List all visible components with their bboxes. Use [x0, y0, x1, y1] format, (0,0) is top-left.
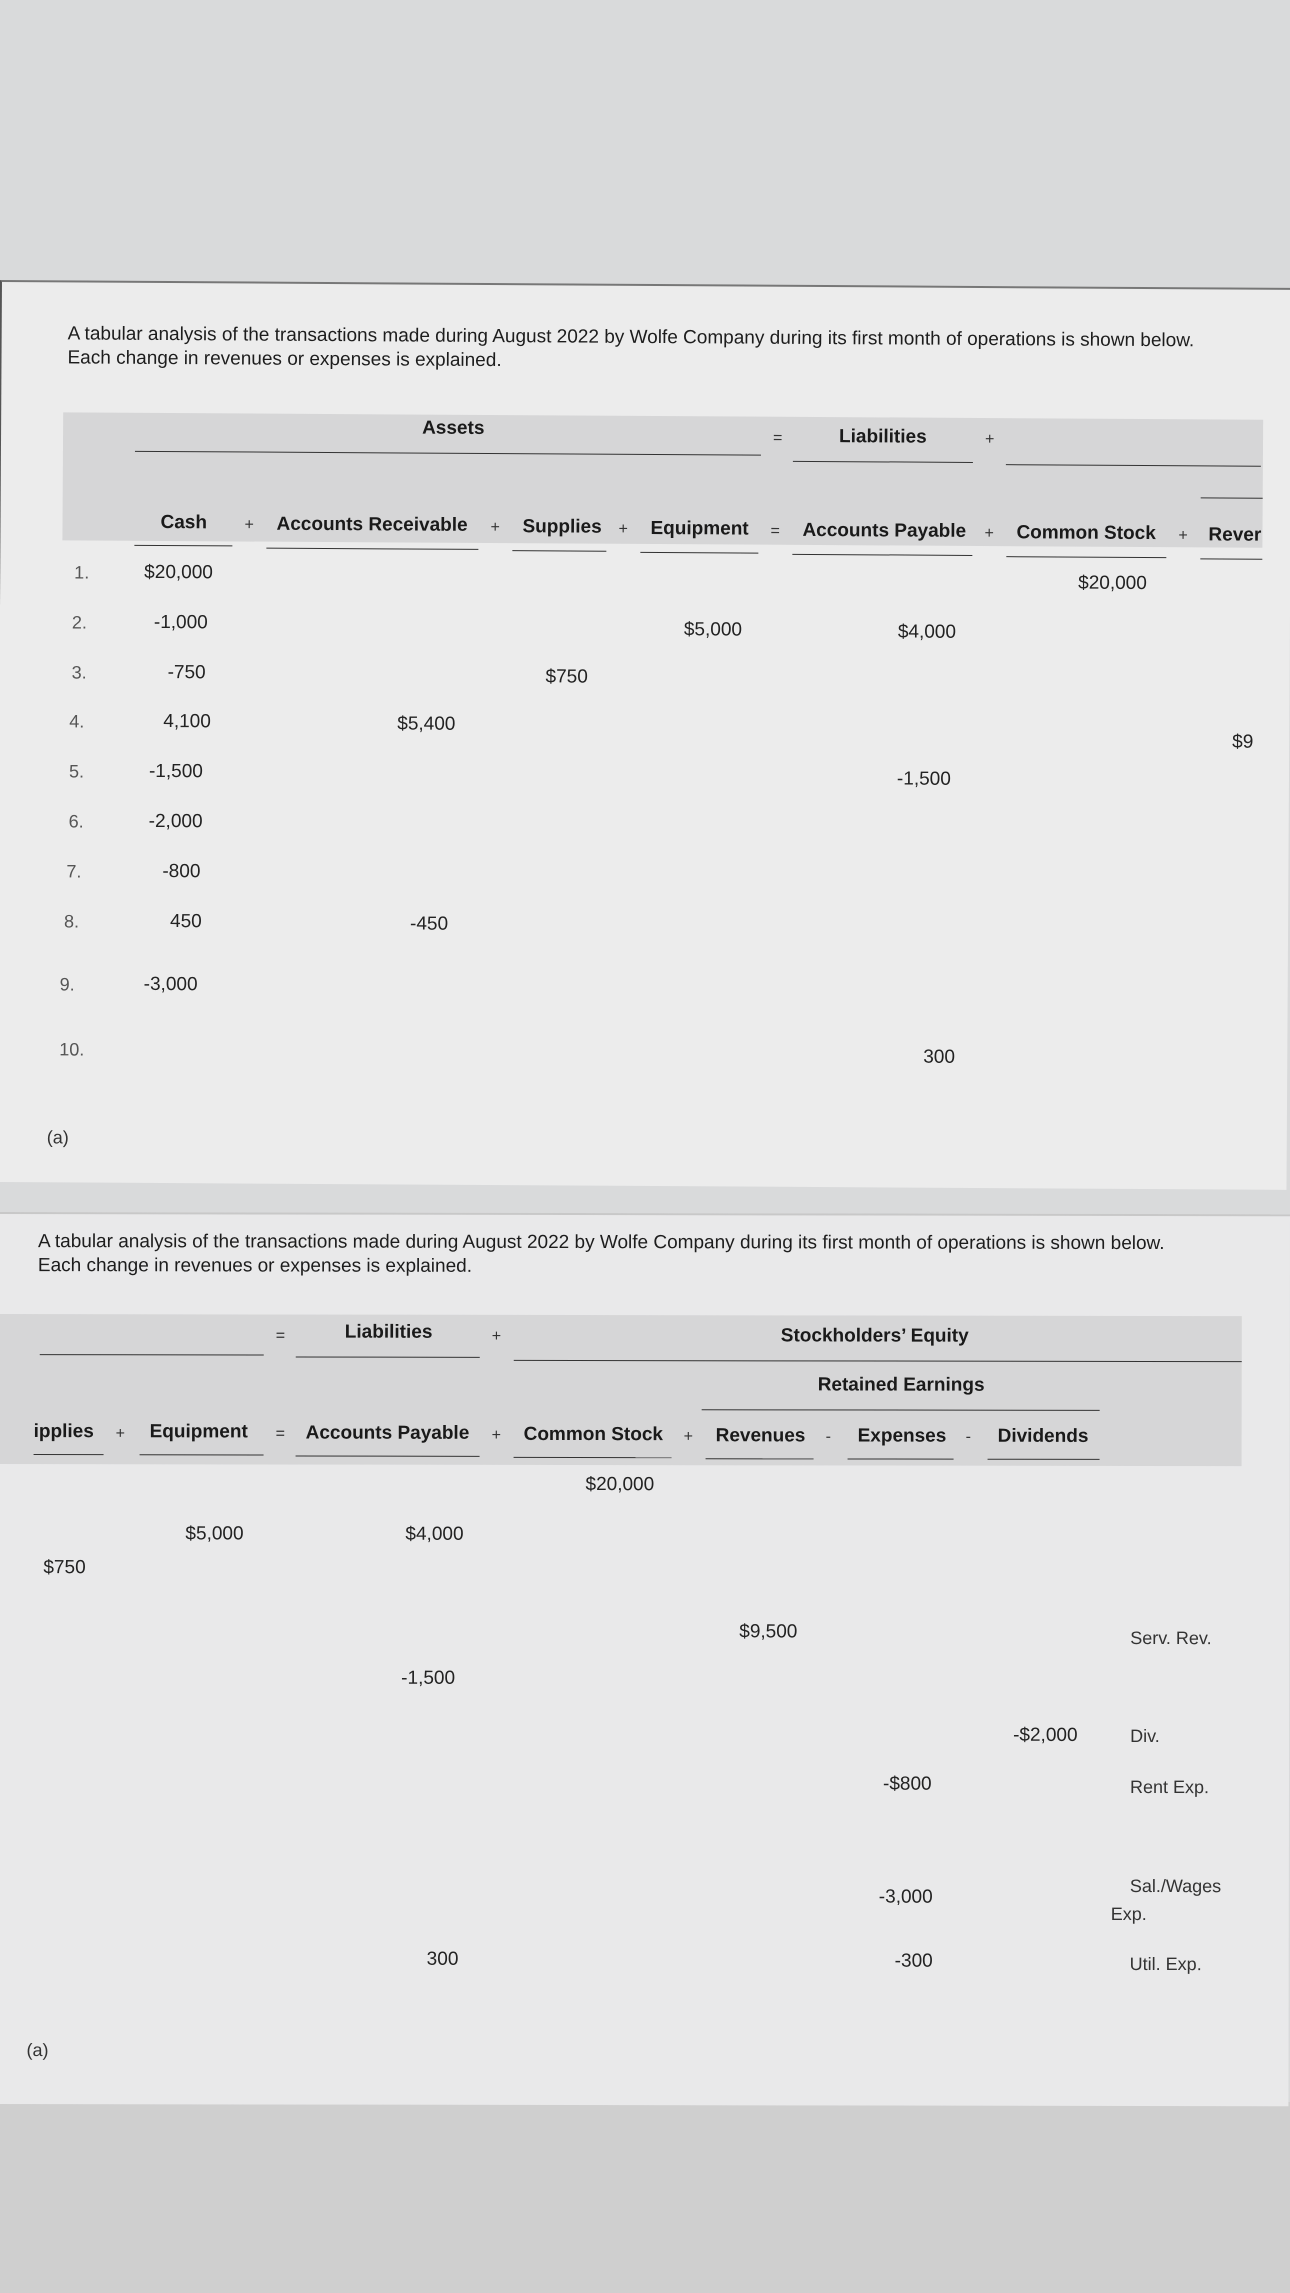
- intro-text: A tabular analysis of the transactions made during August 2022 by Wolfe Company during its first month of operations is shown below. Each change in revenues or expenses is explained.: [37, 1231, 1165, 1277]
- background-band: [0, 2102, 1290, 2293]
- row-number: 7.: [66, 861, 82, 882]
- row-number: 8.: [64, 911, 80, 932]
- common-stock-rule: [1006, 556, 1166, 558]
- cash-value: -800: [162, 861, 201, 883]
- minus-sign-1: -: [825, 1428, 831, 1446]
- supplies-value: $750: [43, 1557, 86, 1579]
- common-stock-column-header: Common Stock: [1016, 522, 1156, 545]
- plus-sign-5: +: [1178, 527, 1188, 545]
- revenues-value: $9,500: [739, 1621, 798, 1643]
- cash-value: -750: [167, 662, 206, 684]
- bottom-page: [0, 1212, 1290, 2106]
- plus-sign-3: +: [683, 1428, 693, 1446]
- accounts-payable-value: $4,000: [897, 621, 957, 643]
- revenues-rule: [706, 1458, 814, 1459]
- cash-value: -2,000: [148, 810, 203, 833]
- equipment-rule: [640, 552, 758, 554]
- cash-value: $20,000: [144, 561, 213, 584]
- equals-sign: =: [275, 1327, 286, 1345]
- row-number: 10.: [59, 1039, 85, 1060]
- dividends-column-header: Dividends: [997, 1425, 1089, 1447]
- supplies-column-header: Supplies: [522, 516, 602, 538]
- accounts-payable-column-header: Accounts Payable: [305, 1422, 470, 1444]
- accounts-payable-value: 300: [923, 1046, 956, 1068]
- expenses-value: -300: [894, 1950, 933, 1972]
- accounts-payable-column-header: Accounts Payable: [802, 519, 967, 542]
- revenues-column-header: Revenues: [715, 1425, 806, 1447]
- dividends-value: -$2,000: [1013, 1724, 1078, 1746]
- row-number: 6.: [68, 811, 84, 832]
- cash-value: -1,500: [148, 760, 203, 783]
- transaction-note: Util. Exp.: [1129, 1953, 1202, 1975]
- cash-rule: [134, 545, 232, 547]
- transaction-note: Div.: [1130, 1725, 1160, 1747]
- equipment-value: $5,000: [683, 619, 743, 641]
- accounts-receivable-rule: [266, 548, 478, 550]
- assets-group-header: Assets: [422, 417, 485, 439]
- equipment-value: $5,000: [185, 1523, 244, 1545]
- equipment-rule: [140, 1454, 264, 1455]
- cash-value: 450: [170, 911, 202, 933]
- common-stock-column-header: Common Stock: [523, 1423, 663, 1446]
- part-label: (a): [26, 2040, 49, 2061]
- accounts-payable-rule: [792, 554, 972, 556]
- equals-sign-2: =: [770, 522, 780, 540]
- stockholders-equity-header: Stockholders’ Equity: [780, 1325, 969, 1347]
- equipment-column-header: Equipment: [650, 517, 749, 540]
- common-stock-value: $20,000: [585, 1474, 655, 1496]
- expenses-column-header: Expenses: [857, 1425, 947, 1447]
- equipment-column-header: Equipment: [149, 1421, 248, 1443]
- accounts-payable-value: 300: [426, 1948, 459, 1970]
- row-number: 2.: [71, 612, 87, 633]
- cash-value: -3,000: [143, 973, 198, 996]
- accounts-receivable-value: -450: [410, 913, 449, 935]
- transaction-note: Sal./Wages Exp.: [1110, 1875, 1222, 1925]
- liabilities-group-header: Liabilities: [344, 1321, 433, 1343]
- row-number: 9.: [59, 974, 75, 995]
- plus-sign-3: +: [618, 520, 628, 538]
- equals-sign: =: [772, 429, 783, 447]
- plus-sign-4: +: [984, 525, 994, 543]
- expenses-rule: [848, 1458, 954, 1459]
- supplies-value: $750: [545, 666, 588, 688]
- expenses-value: -3,000: [878, 1886, 933, 1908]
- liabilities-group-header: Liabilities: [838, 426, 927, 448]
- transaction-note: Rent Exp.: [1129, 1776, 1210, 1798]
- accounts-payable-value: -1,500: [896, 768, 951, 790]
- cash-value: 4,100: [163, 711, 211, 733]
- cash-value: -1,000: [153, 611, 208, 634]
- accounts-payable-value: -1,500: [401, 1667, 456, 1689]
- supplies-rule: [512, 550, 606, 552]
- revenues-rule: [1200, 558, 1262, 559]
- plus-sign: +: [491, 1327, 502, 1345]
- revenues-value: $9: [1232, 731, 1254, 753]
- cash-column-header: Cash: [160, 511, 208, 534]
- equals-sign-2: =: [275, 1425, 285, 1443]
- accounts-receivable-value: $5,400: [397, 713, 456, 735]
- supplies-column-header: ipplies: [33, 1421, 94, 1443]
- accounts-payable-value: $4,000: [405, 1523, 464, 1545]
- retained-earnings-header: Retained Earnings: [817, 1374, 985, 1396]
- top-page: [0, 280, 1290, 1190]
- dividends-rule: [988, 1459, 1100, 1460]
- row-number: 1.: [74, 562, 90, 583]
- plus-sign: +: [984, 431, 995, 449]
- minus-sign-2: -: [965, 1428, 971, 1446]
- plus-sign-1: +: [244, 516, 254, 534]
- common-stock-value: $20,000: [1078, 572, 1147, 595]
- accounts-receivable-column-header: Accounts Receivable: [276, 513, 468, 536]
- supplies-rule: [34, 1454, 104, 1455]
- plus-sign-2: +: [491, 1426, 501, 1444]
- intro-text: A tabular analysis of the transactions made during August 2022 by Wolfe Company during its first month of operations is shown below. Each change in revenues or expenses is explained.: [67, 323, 1195, 372]
- row-number: 4.: [69, 711, 85, 732]
- plus-sign-2: +: [490, 519, 500, 537]
- row-number: 3.: [71, 662, 87, 683]
- revenues-column-header: Rever: [1208, 524, 1262, 546]
- row-number: 5.: [68, 761, 85, 782]
- plus-sign-1: +: [115, 1425, 125, 1443]
- transaction-note: Serv. Rev.: [1130, 1627, 1212, 1649]
- expenses-value: -$800: [882, 1773, 932, 1795]
- part-label: (a): [46, 1127, 69, 1148]
